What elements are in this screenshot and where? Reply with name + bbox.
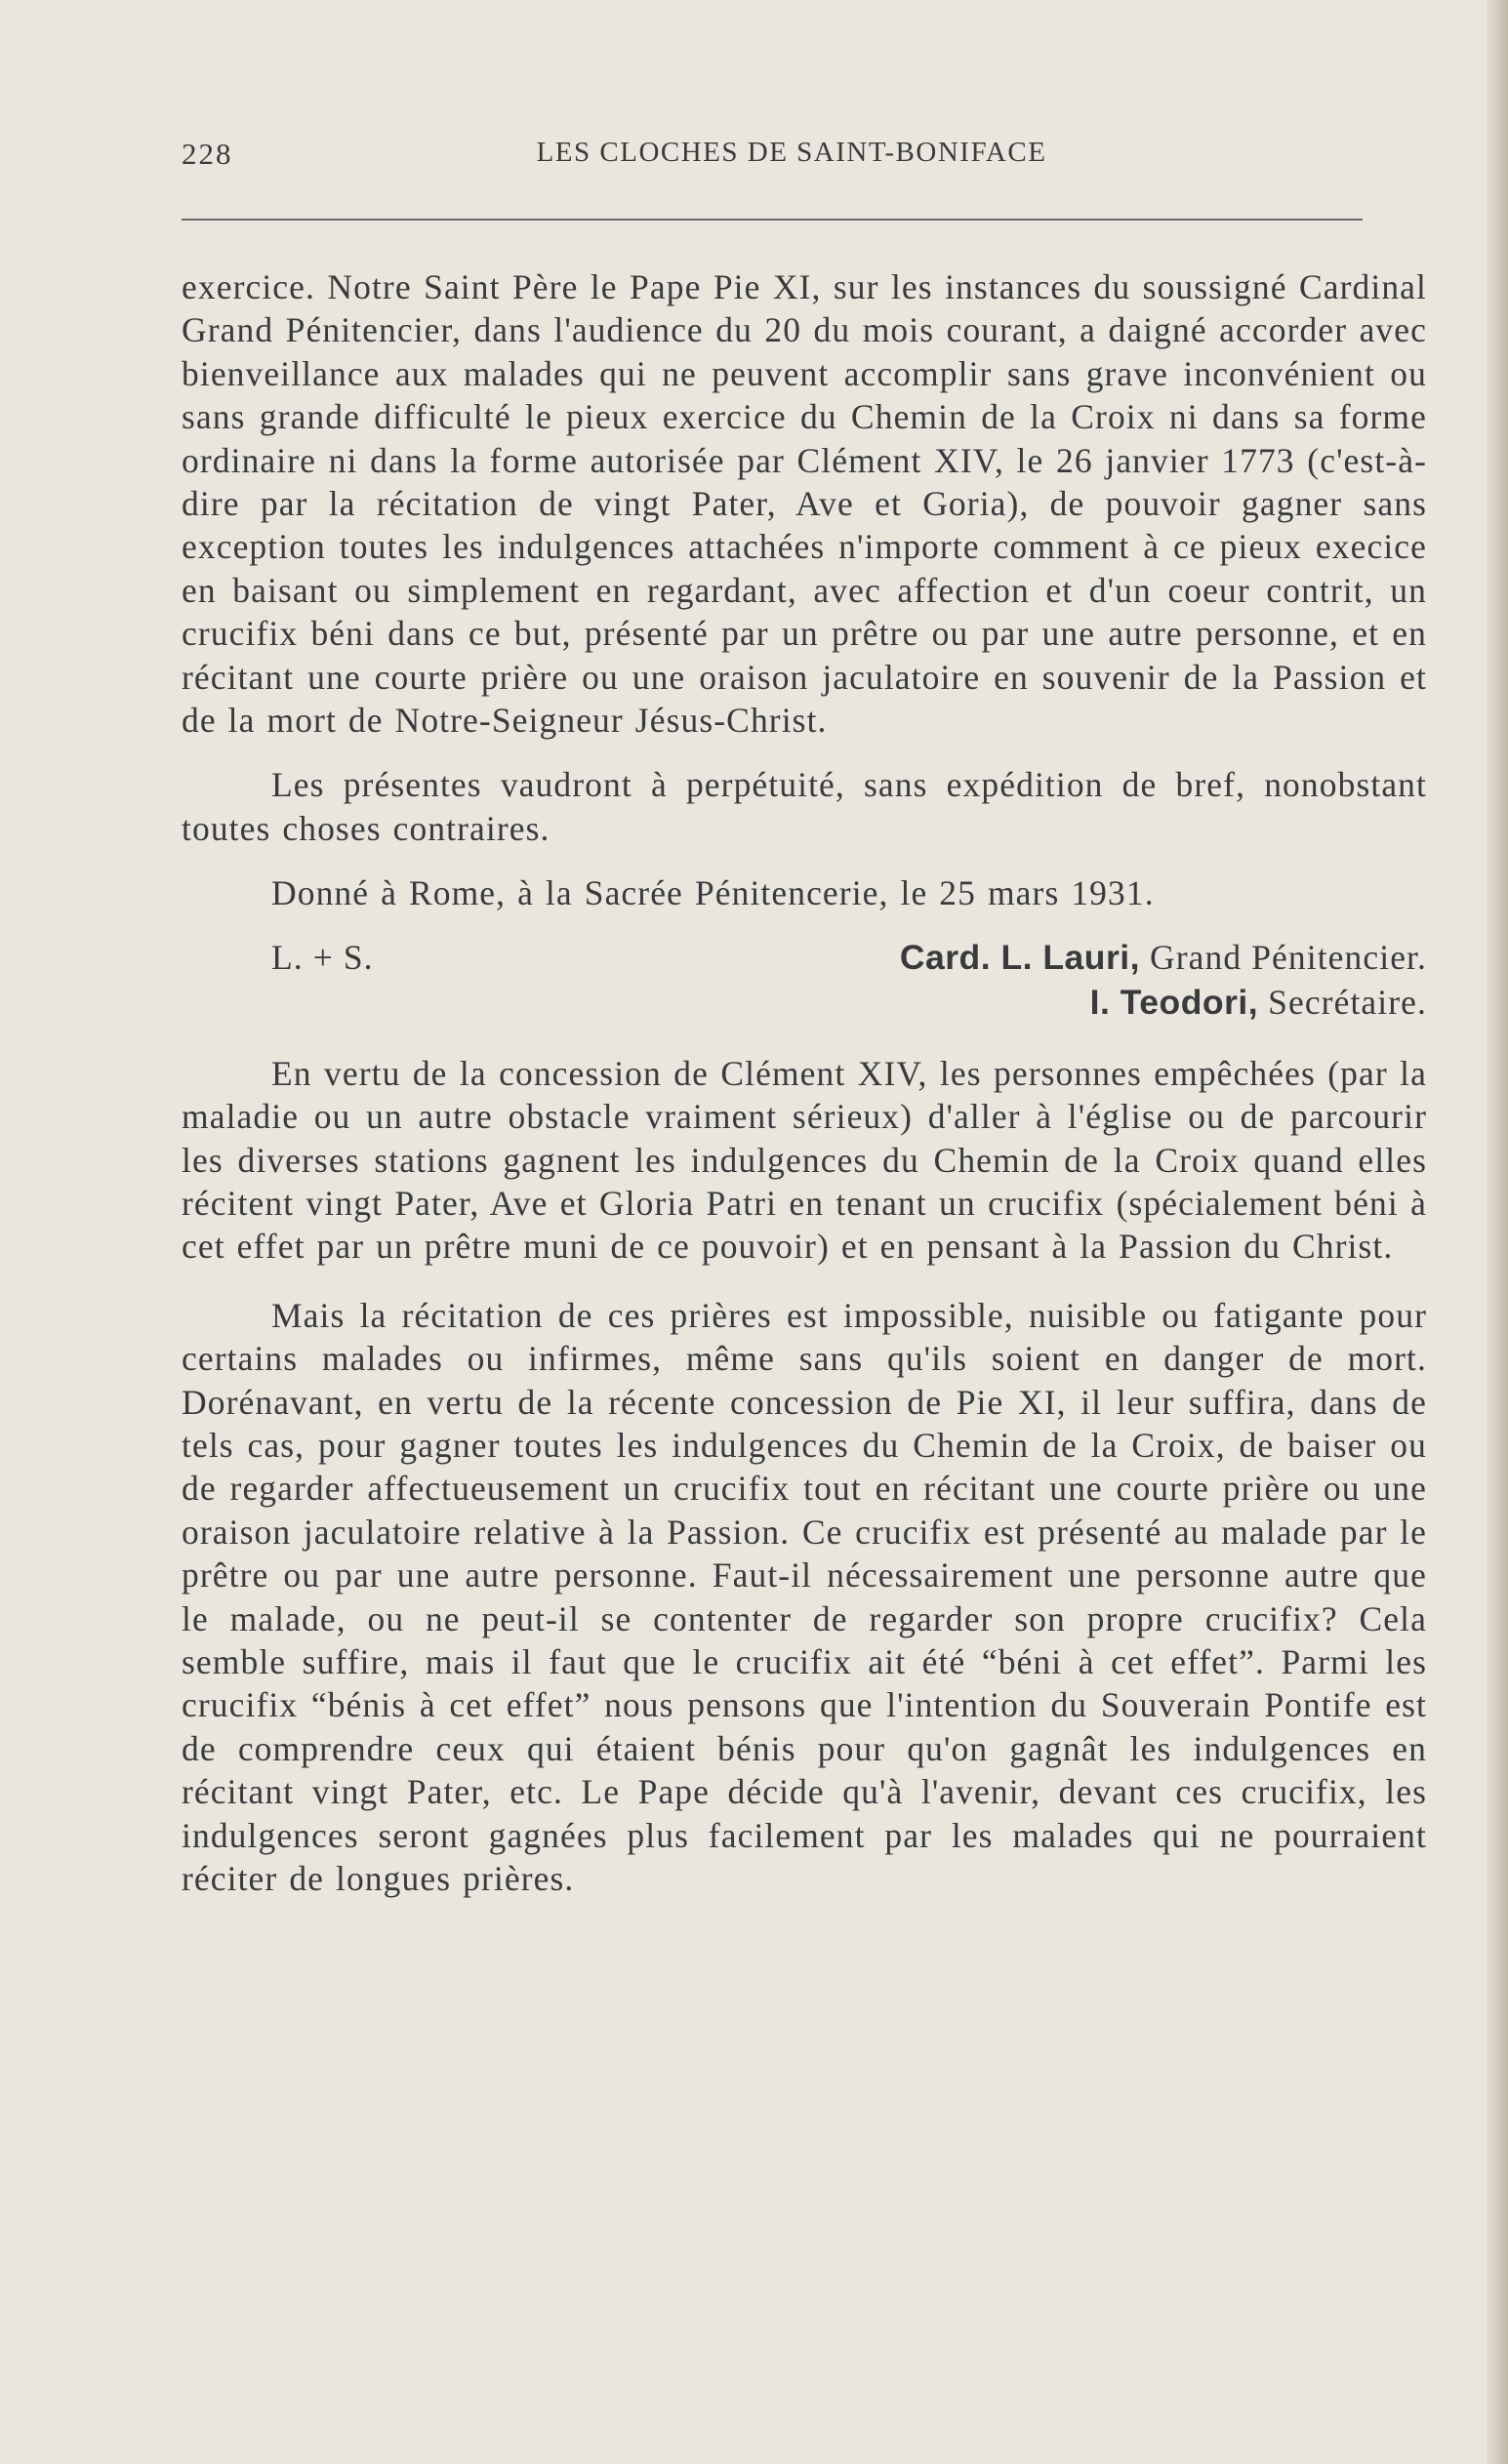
page-number: 228 xyxy=(182,137,233,171)
signer-name-cardinal: Card. L. Lauri, xyxy=(899,937,1141,977)
running-title: LES CLOCHES DE SAINT-BONIFACE xyxy=(536,137,1047,168)
paragraph-commentary-1: En vertu de la concession de Clément XIV, les personnes empêchées (par la maladie ou un autre obstacle vraiment sérieux) d'aller à l'église ou de parcourir les diverses stations gagnent les indulgences du Chemin de la Croix quand elles récitent vingt Pater, Ave et Gloria Patri en tenant un crucifix (spécialement béni à cet effet par un prêtre muni de ce pouvoir) et en pensant à la Passion du Christ. xyxy=(182,1053,1427,1267)
signature-secretary xyxy=(1090,982,1427,1023)
paragraph-decree-text: exercice. Notre Saint Père le Pape Pie XI, sur les instances du soussigné Cardinal Grand Pénitencier, dans l'audience du 20 du mois courant, a daigné accorder avec bienveillance aux malades qui ne peuvent accomplir sans grave inconvénient ou sans grande difficulté le pieux exercice du Chemin de la Croix ni dans sa forme ordinaire ni dans la forme autorisée par Clément XIV, le 26 janvier 1773 (c'est-à-dire par la récitation de vingt Pater, Ave et Goria), de pouvoir gagner sans exception toutes les indulgences attachées n'importe comment à ce pieux execice en baisant ou simplement en regardant, avec affection et d'un coeur contrit, un crucifix béni dans ce but, présenté par un prêtre ou par une autre personne, et en récitant une courte prière ou une oraison jaculatoire en souvenir de la Passion et de la mort de Notre-Seigneur Jésus-Christ. xyxy=(182,267,1427,741)
signer-name-secretary: I. Teodori, xyxy=(1089,982,1259,1022)
paragraph-date: Donné à Rome, à la Sacrée Pénitencerie, le 25 mars 1931. xyxy=(271,873,1155,913)
page-header xyxy=(182,137,1363,180)
header-rule xyxy=(182,219,1363,221)
paragraph-commentary-2: Mais la récitation de ces prières est impossible, nuisible ou fatigante pour certains malades ou infirmes, même sans qu'ils soient en danger de mort. Dorénavant, en vertu de la récente concession de Pie XI, il leur suffira, dans de tels cas, pour gagner toutes les indulgences du Chemin de la Croix, de baiser ou de regarder affectueusement un crucifix tout en récitant une courte prière ou une oraison jaculatoire relative à la Passion. Ce crucifix est présenté au malade par le prêtre ou par une autre personne. Faut-il nécessairement une personne autre que le malade, ou ne peut-il se contenter de regarder son propre crucifix? Cela semble suffire, mais il faut que le crucifix ait été “béni à cet effet”. Parmi les crucifix “bénis à cet effet” nous pensons que l'intention du Souverain Pontife est de comprendre ceux qui étaient bénis pour qu'on gagnât les indulgences en récitant vingt Pater, etc. Le Pape décide qu'à l'avenir, devant ces crucifix, les indulgences seront gagnées plus facilement par les malades qui ne pourraient réciter de longues prières. xyxy=(182,1295,1427,1898)
seal-mark: L. + S. xyxy=(271,937,374,977)
body-text xyxy=(182,265,1427,1900)
page-edge-shadow xyxy=(1487,0,1508,2464)
signature-cardinal xyxy=(900,937,1427,978)
signer-title-cardinal: Grand Pénitencier. xyxy=(1150,937,1427,977)
paragraph-validity: Les présentes vaudront à perpétuité, sans expédition de bref, nonobstant toutes choses contraires. xyxy=(182,765,1427,848)
signature-row-1 xyxy=(182,937,1427,982)
signer-title-secretary: Secrétaire. xyxy=(1268,982,1427,1022)
signature-row-2 xyxy=(182,982,1427,1027)
